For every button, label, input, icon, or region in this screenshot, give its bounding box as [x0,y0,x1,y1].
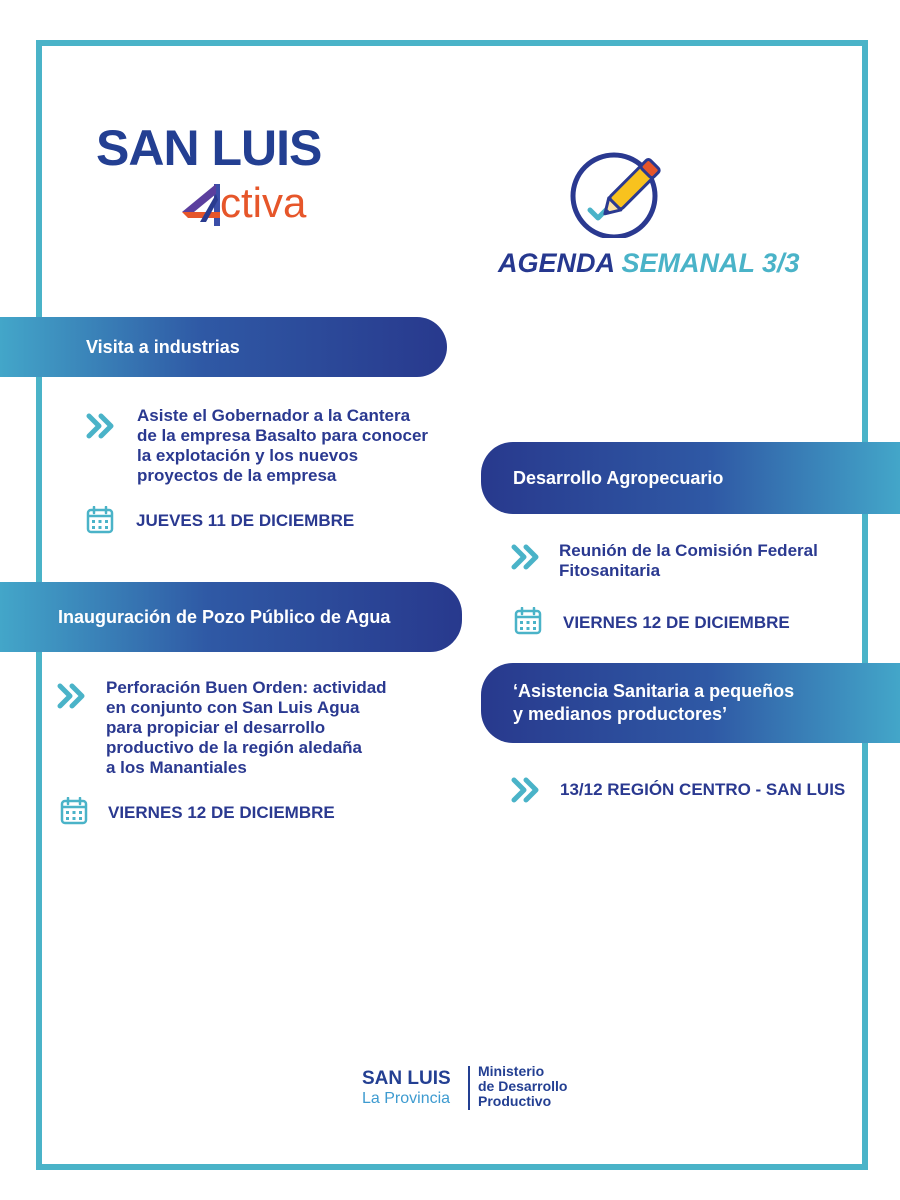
footer-divider [468,1066,470,1110]
event-1-title: Visita a industrias [86,336,240,357]
agenda-title-word2: SEMANAL 3/3 [621,248,800,278]
event-3-header [481,442,900,514]
footer-ministry-line: Ministerio [478,1063,545,1079]
brand-subtitle-text: ctiva [220,179,307,226]
footer-ministry-line: Productivo [478,1093,552,1109]
event-3-description [559,541,818,581]
event-4-title-line: ‘Asistencia Sanitaria a pequeños [513,681,795,701]
event-3-date: VIERNES 12 DE DICIEMBRE [563,613,790,632]
calendar-icon [86,506,114,534]
event-3-desc-line: Fitosanitaria [559,561,661,580]
event-1-desc-line: la explotación y los nuevos [137,446,359,465]
event-3-desc-line: Reunión de la Comisión Federal [559,541,818,560]
pencil-check-icon [568,148,678,238]
footer-ministry-line: de Desarrollo [478,1078,568,1094]
footer-logo [362,1064,592,1114]
event-2-desc-line: productivo de la región aledaña [106,738,362,757]
footer-ministry [478,1064,567,1109]
event-1-desc-line: Asiste el Gobernador a la Cantera [137,406,411,425]
footer-province-title: SAN LUIS [362,1068,451,1089]
calendar-icon [514,607,542,635]
event-2-description [106,678,387,778]
footer-province-subtitle: La Provincia [362,1090,451,1107]
event-1-desc-line: de la empresa Basalto para conocer [137,426,429,445]
event-2-date: VIERNES 12 DE DICIEMBRE [108,803,335,822]
event-2-desc-line: para propiciar el desarrollo [106,718,326,737]
event-2-title: Inauguración de Pozo Público de Agua [58,606,391,627]
event-3-title: Desarrollo Agropecuario [513,467,724,488]
event-1-date: JUEVES 11 DE DICIEMBRE [136,511,355,530]
double-chevron-icon [510,544,542,570]
double-chevron-icon [510,777,542,803]
event-2-desc-line: a los Manantiales [106,758,247,777]
agenda-title [498,246,800,280]
double-chevron-icon [56,683,88,709]
event-1-header [0,317,447,377]
event-4-title-line: y medianos productores’ [513,704,728,724]
double-chevron-icon [85,413,117,439]
event-2-header [0,582,462,652]
brand-subtitle [180,180,350,230]
event-1-desc-line: proyectos de la empresa [137,466,337,485]
event-4-header [481,663,900,743]
agenda-title-word1: AGENDA [498,248,615,278]
san-luis-activa-logo [96,120,322,226]
brand-title: SAN LUIS [96,120,322,176]
event-2-desc-line: Perforación Buen Orden: actividad [106,678,387,697]
activa-a-logo-icon [180,182,224,230]
event-4-detail: 13/12 REGIÓN CENTRO - SAN LUIS [560,780,846,799]
calendar-icon [60,797,88,825]
event-2-desc-line: en conjunto con San Luis Agua [106,698,360,717]
event-1-description [137,406,428,486]
